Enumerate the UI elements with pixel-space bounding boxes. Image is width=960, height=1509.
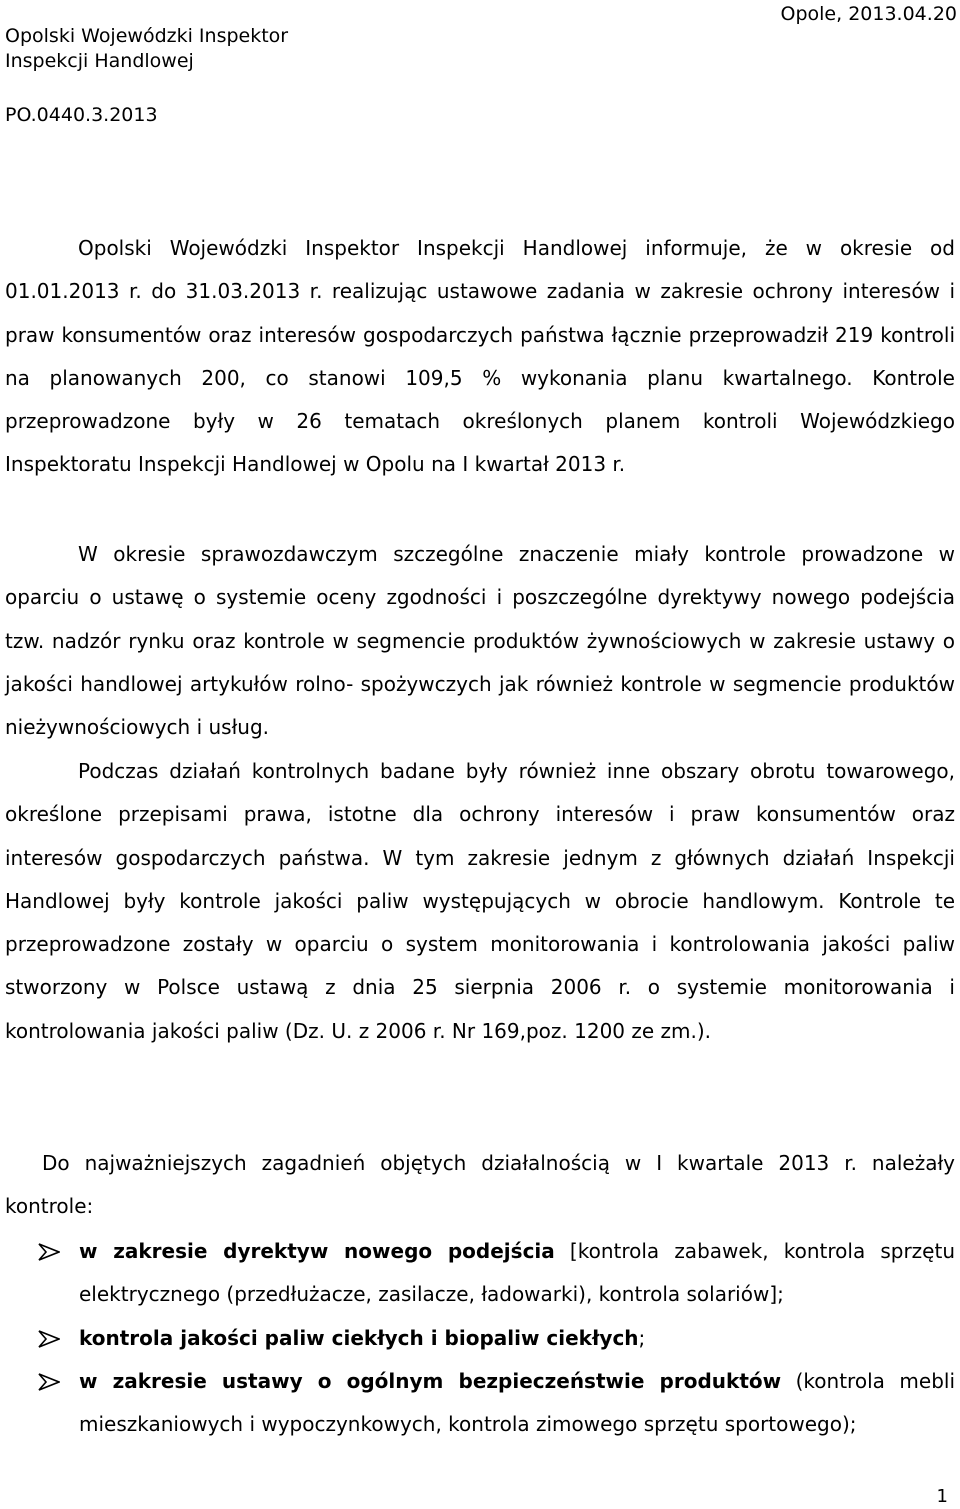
- paragraph-key-topics-text: Do najważniejszych zagadnień objętych działalnością w I kwartale 2013 r. należały kontrole:: [5, 1151, 955, 1219]
- list-item-bold: kontrola jakości paliw ciekłych i biopaliw ciekłych: [79, 1325, 639, 1350]
- arrowhead-bullet-icon: [38, 1243, 60, 1261]
- arrowhead-bullet-icon: [38, 1373, 60, 1391]
- org-name-line1: Opolski Wojewódzki Inspektor: [5, 25, 289, 47]
- paragraph-focus: [5, 533, 955, 749]
- paragraph-summary-text: Opolski Wojewódzki Inspektor Inspekcji Handlowej informuje, że w okresie od 01.01.2013 r. do 31.03.2013 r. realizując ustawowe zadania w zakresie ochrony interesów i praw konsumentów oraz interesów gospodarczych państwa łącznie przeprowadził 219 kontroli na planowanych 200, co stanowi 109,5 % wykonania planu kwartalnego. Kontrole przeprowadzone były w 26 tematach określonych planem kontroli Wojewódzkiego Inspektoratu Inspekcji Handlowej w Opolu na I kwartał 2013 r.: [5, 236, 955, 477]
- paragraph-focus-text: W okresie sprawozdawczym szczególne znaczenie miały kontrole prowadzone w oparciu o ustawę o systemie oceny zgodności i poszczególne dyrektywy nowego podejścia tzw. nadzór rynku oraz kontrole w segmencie produktów żywnościowych w zakresie ustawy o jakości handlowej artykułów rolno- spożywczych jak również kontrole w segmencie produktów nieżywnościowych i usług.: [5, 542, 955, 740]
- paragraph-key-topics: [5, 1142, 955, 1229]
- list-item: [0, 1230, 960, 1317]
- control-topics-list: [0, 1230, 960, 1446]
- list-item-text: ;: [638, 1325, 646, 1350]
- list-item-text: (kontrola mebli mieszkaniowych i wypoczynkowych, kontrola zimowego sprzętu sportowego);: [79, 1368, 955, 1437]
- place-date: Opole, 2013.04.20: [780, 3, 957, 25]
- list-item-text: [kontrola zabawek, kontrola sprzętu elektrycznego (przedłużacze, zasilacze, ładowarki), kontrola solariów];: [79, 1239, 956, 1307]
- page-number: 1: [936, 1486, 948, 1507]
- org-name-line2: Inspekcji Handlowej: [5, 50, 194, 72]
- paragraph-fuel-quality-text: Podczas działań kontrolnych badane były również inne obszary obrotu towarowego, określone przepisami prawa, istotne dla ochrony interesów i praw konsumentów oraz interesów gospodarczych państwa. W tym zakresie jednym z głównych działań Inspekcji Handlowej były kontrole jakości paliw występujących w obrocie handlowym. Kontrole te przeprowadzone zostały w oparciu o system monitorowania i kontrolowania jakości paliw stworzony w Polsce ustawą z dnia 25 sierpnia 2006 r. o systemie monitorowania i kontrolowania jakości paliw (Dz. U. z 2006 r. Nr 169,poz. 1200 ze zm.).: [5, 759, 955, 1043]
- list-item-bold: w zakresie dyrektyw nowego podejścia: [79, 1239, 555, 1263]
- reference-number: PO.0440.3.2013: [5, 104, 158, 126]
- list-item-bold: w zakresie ustawy o ogólnym bezpieczeństwie produktów: [79, 1368, 782, 1393]
- paragraph-summary: [5, 227, 955, 487]
- paragraph-fuel-quality: [5, 750, 955, 1053]
- list-item: [0, 1317, 960, 1360]
- list-item: [0, 1360, 960, 1447]
- arrowhead-bullet-icon: [38, 1330, 60, 1348]
